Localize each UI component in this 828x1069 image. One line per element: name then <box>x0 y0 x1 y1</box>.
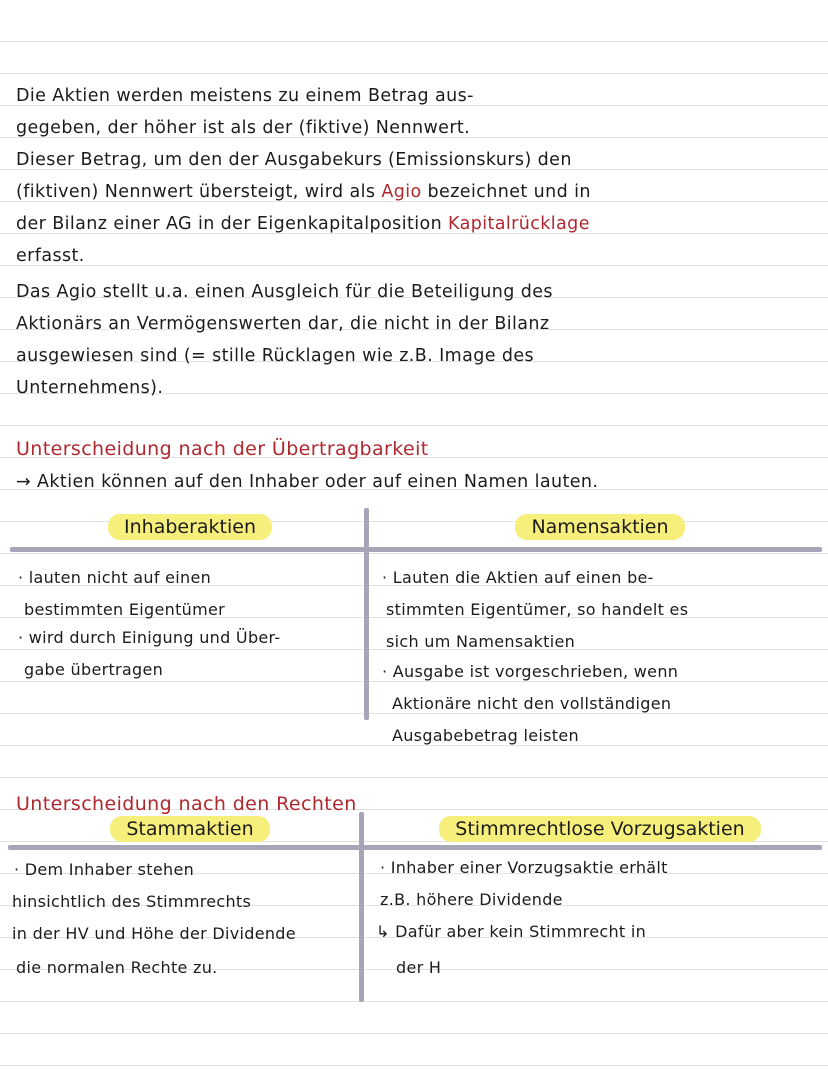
column-title-stammaktien: Stammaktien <box>30 814 350 844</box>
column-title-inhaberaktien: Inhaberaktien <box>30 512 350 542</box>
list-item: gabe übertragen <box>24 660 164 679</box>
agio-term: Agio <box>381 182 422 202</box>
text-segment: der Bilanz einer AG in der Eigenkapitalposition <box>16 214 443 234</box>
table-divider-horizontal <box>10 547 822 552</box>
column-title-namensaktien: Namensaktien <box>390 512 810 542</box>
table-divider-vertical <box>359 812 364 1002</box>
column-title-vorzugsaktien: Stimmrechtlose Vorzugsaktien <box>380 814 820 844</box>
table-divider-horizontal <box>8 845 822 850</box>
text-line: erfasst. <box>16 246 85 266</box>
list-item: die normalen Rechte zu. <box>16 958 218 977</box>
list-item: Aktionäre nicht den vollständigen <box>392 694 672 713</box>
text-line <box>16 180 591 204</box>
list-item: hinsichtlich des Stimmrechts <box>12 892 252 911</box>
text-line: Dieser Betrag, um den der Ausgabekurs (Emissionskurs) den <box>16 150 572 170</box>
arrow-note: → Aktien können auf den Inhaber oder auf einen Namen lauten. <box>16 472 599 492</box>
text-line: Unternehmens). <box>16 378 164 398</box>
list-item: ↳ Dafür aber kein Stimmrecht in <box>376 922 647 941</box>
list-item: sich um Namensaktien <box>386 632 576 651</box>
text-line <box>16 212 590 236</box>
text-line: Die Aktien werden meistens zu einem Betrag aus- <box>16 86 474 106</box>
list-item: der H <box>396 958 442 977</box>
kapitalruecklage-term: Kapitalrücklage <box>448 214 590 234</box>
text-segment: (fiktiven) Nennwert übersteigt, wird als <box>16 182 376 202</box>
list-item: · Dem Inhaber stehen <box>14 860 195 879</box>
list-item: · wird durch Einigung und Über- <box>18 628 281 647</box>
table-divider-vertical <box>364 508 369 720</box>
text-line: gegeben, der höher ist als der (fiktive) Nennwert. <box>16 118 471 138</box>
list-item: · Lauten die Aktien auf einen be- <box>382 568 654 587</box>
list-item: in der HV und Höhe der Dividende <box>12 924 296 943</box>
list-item: stimmten Eigentümer, so handelt es <box>386 600 689 619</box>
list-item: bestimmten Eigentümer <box>24 600 225 619</box>
text-line: Aktionärs an Vermögenswerten dar, die nicht in der Bilanz <box>16 314 550 334</box>
text-line: ausgewiesen sind (= stille Rücklagen wie z.B. Image des <box>16 346 535 366</box>
section-heading: Unterscheidung nach der Übertragbarkeit <box>16 438 429 460</box>
text-segment: bezeichnet und in <box>427 182 591 202</box>
list-item: · lauten nicht auf einen <box>18 568 212 587</box>
list-item: · Inhaber einer Vorzugsaktie erhält <box>380 858 668 877</box>
text-line: Das Agio stellt u.a. einen Ausgleich für die Beteiligung des <box>16 282 553 302</box>
list-item: z.B. höhere Dividende <box>380 890 563 909</box>
section-heading: Unterscheidung nach den Rechten <box>16 793 357 815</box>
list-item: · Ausgabe ist vorgeschrieben, wenn <box>382 662 679 681</box>
list-item: Ausgabebetrag leisten <box>392 726 579 745</box>
